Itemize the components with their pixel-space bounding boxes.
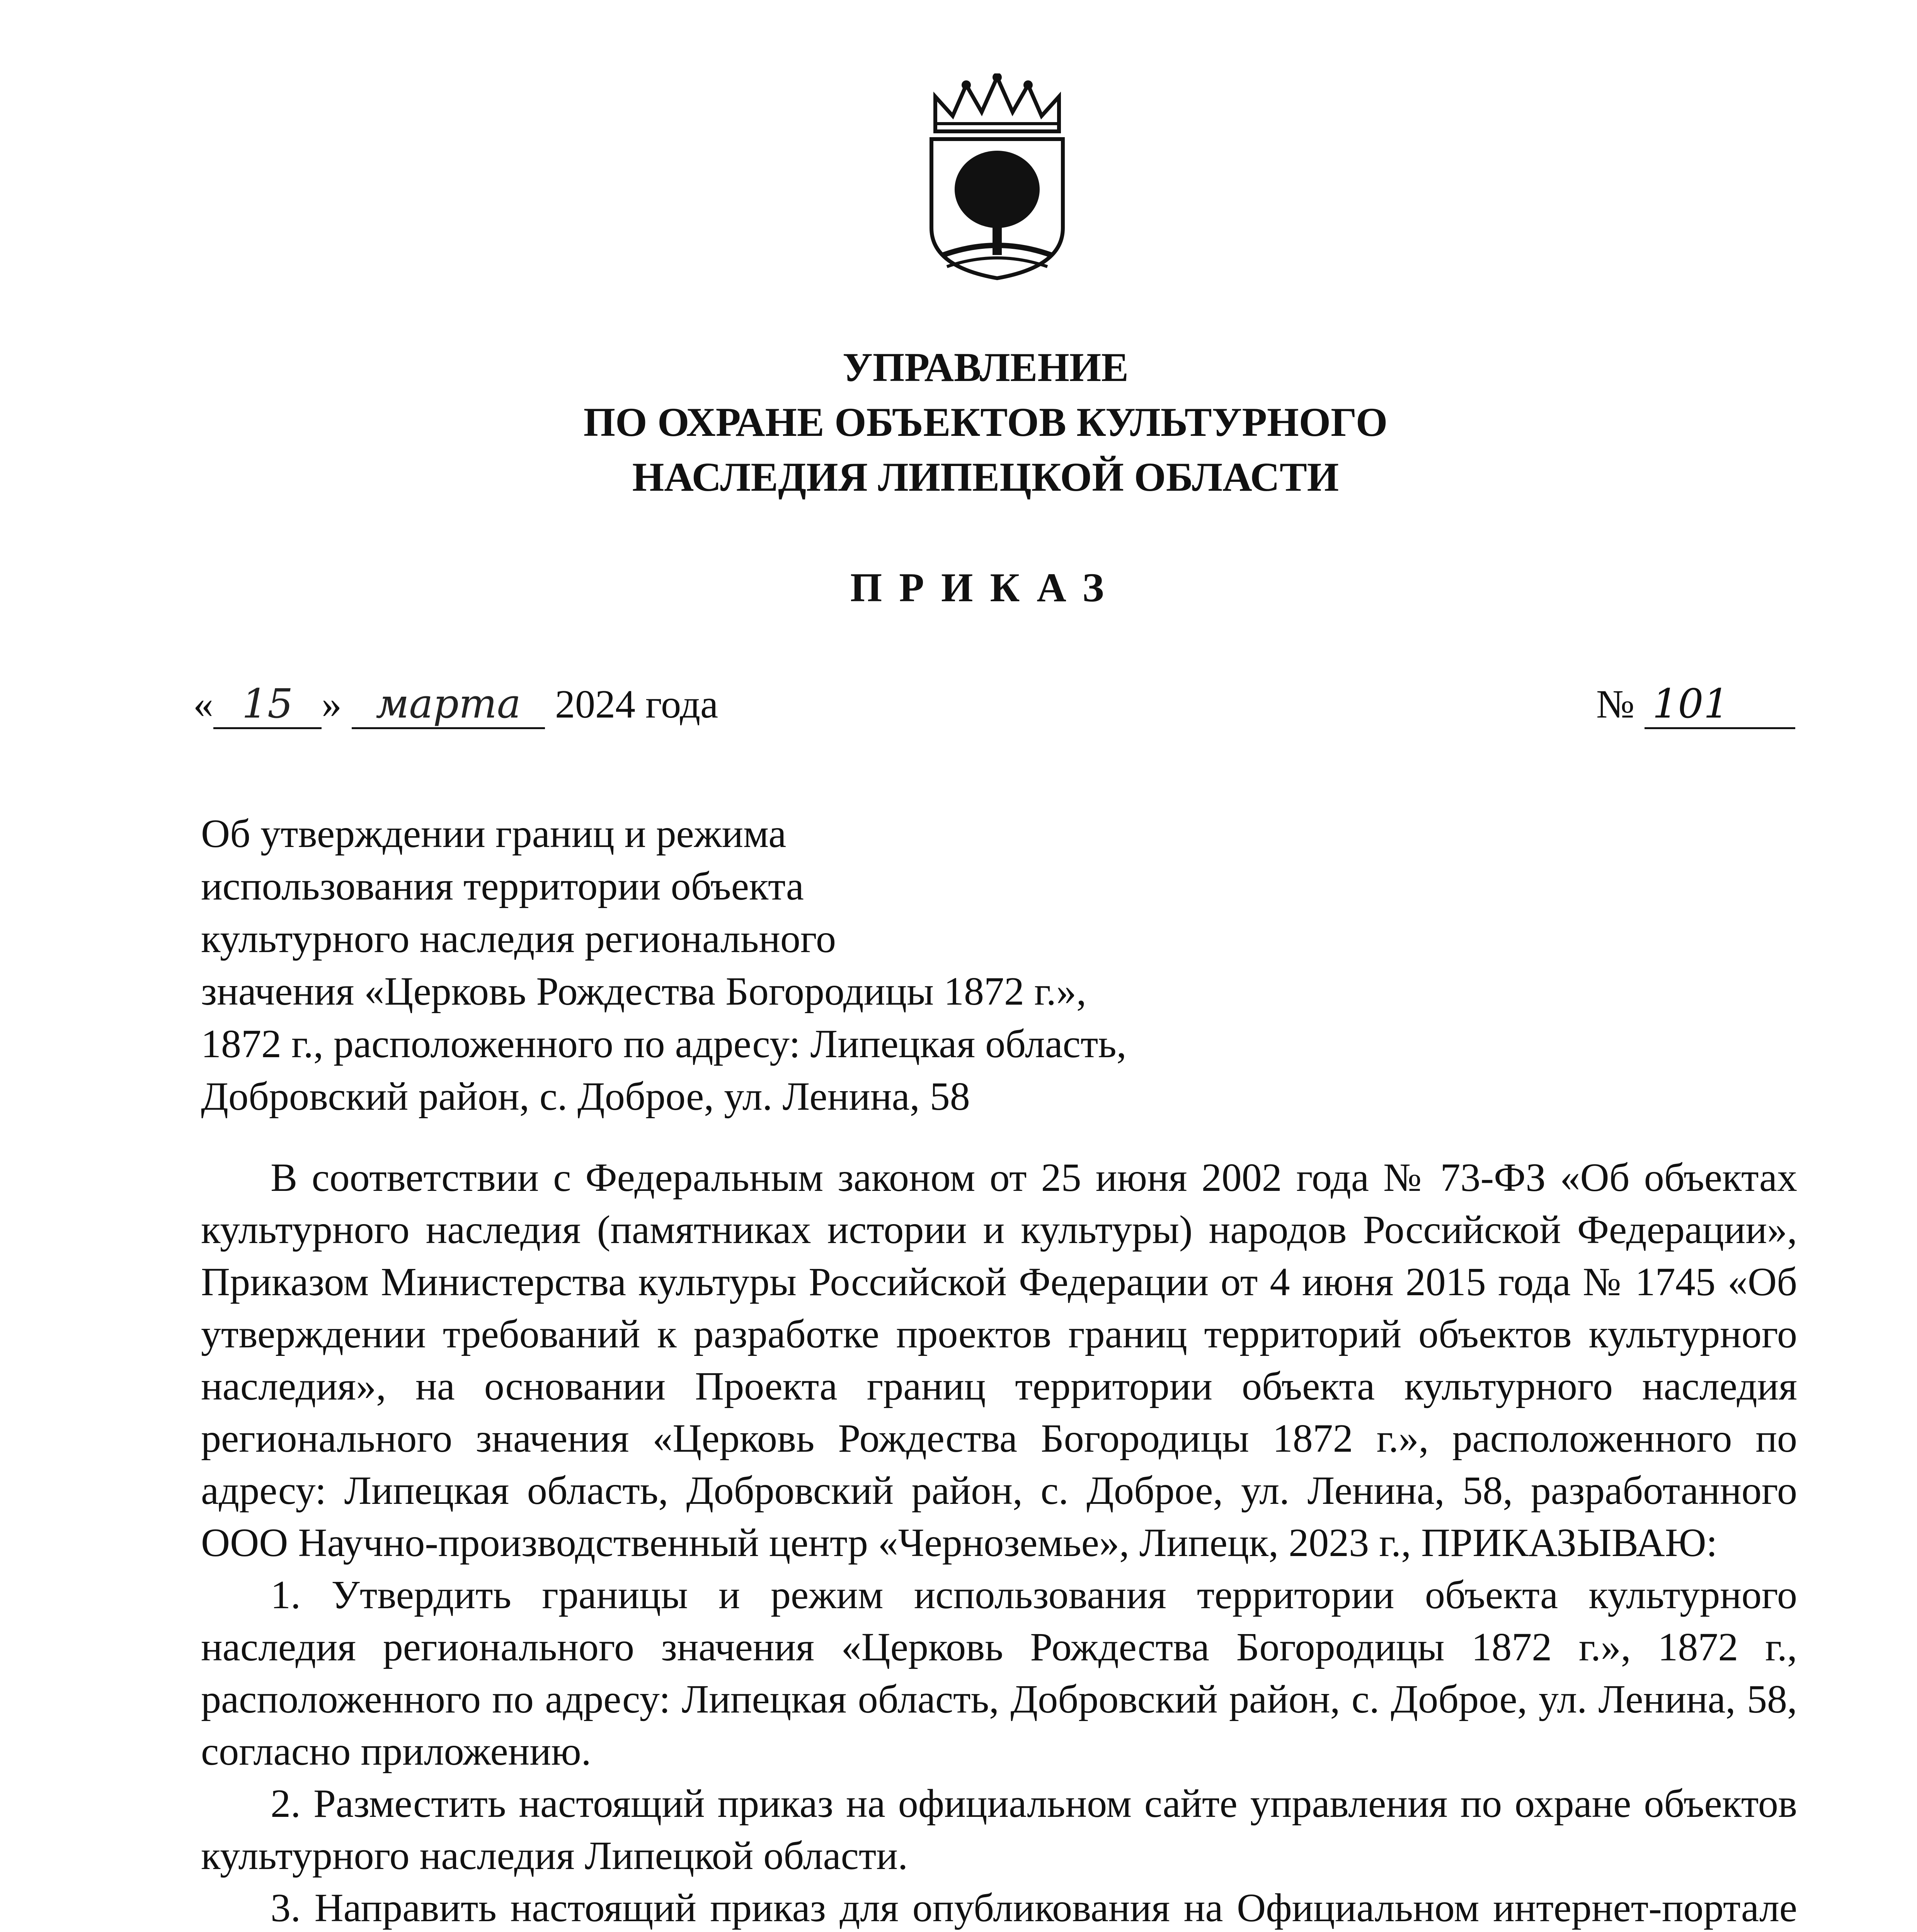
organization-header	[0, 340, 1917, 505]
subject-line: значения «Церковь Рождества Богородицы 1872 г.»,	[201, 969, 1086, 1014]
date-month: марта	[352, 680, 545, 729]
date-day: 15	[213, 680, 322, 729]
org-line-2: ПО ОХРАНЕ ОБЪЕКТОВ КУЛЬТУРНОГО	[583, 400, 1388, 445]
document-subject	[201, 808, 1127, 1123]
subject-line: использования территории объекта	[201, 864, 804, 908]
org-line-3: НАСЛЕДИЯ ЛИПЕЦКОЙ ОБЛАСТИ	[632, 454, 1339, 500]
subject-line: 1872 г., расположенного по адресу: Липецкая область,	[201, 1022, 1127, 1066]
document-body	[201, 1151, 1797, 1932]
number-value: 101	[1645, 680, 1795, 729]
subject-line: Об утверждении границ и режима	[201, 811, 787, 856]
date-year: 2024 года	[555, 682, 718, 726]
body-item-1: 1. Утвердить границы и режим использования территории объекта культурного наследия регионального значения «Церковь Рождества Богородицы 1872 г.», 1872 г., расположенного по адресу: Липецкая область, Добровский район, с. Доброе, ул. Ленина, 58, согласно приложению.	[201, 1573, 1797, 1774]
document-number	[1596, 680, 1795, 729]
subject-line: культурного наследия регионального	[201, 917, 836, 961]
body-item-3	[201, 1882, 1797, 1932]
date-close-quote: »	[322, 682, 342, 726]
date-open-quote: «	[193, 682, 213, 726]
body-preamble: В соответствии с Федеральным законом от 25 июня 2002 года № 73-ФЗ «Об объектах культурного наследия (памятниках истории и культуры) народов Российской Федерации», Приказом Министерства культуры Российской Федерации от 4 июня 2015 года № 1745 «Об утверждении требований к разработке проектов границ территорий объектов культурного наследия», на основании Проекта границ территории объекта культурного наследия регионального значения «Церковь Рождества Богородицы 1872 г.», расположенного по адресу: Липецкая область, Добровский район, с. Доброе, ул. Ленина, 58, разработанного ООО Научно-производственный центр «Черноземье», Липецк, 2023 г., ПРИКАЗЫВАЮ:	[201, 1155, 1797, 1565]
document-date	[193, 680, 718, 729]
coat-of-arms-icon	[920, 73, 1074, 282]
body-item-3-text: 3. Направить настоящий приказ для опубликования на Официальном интернет-портале	[271, 1886, 1797, 1930]
subject-line: Добровский район, с. Доброе, ул. Ленина, 58	[201, 1074, 970, 1119]
document-type-title: ПРИКАЗ	[850, 565, 1121, 610]
number-label: №	[1596, 682, 1635, 726]
body-item-2: 2. Разместить настоящий приказ на официальном сайте управления по охране объектов культурного наследия Липецкой области.	[201, 1781, 1797, 1878]
org-line-1: УПРАВЛЕНИЕ	[843, 345, 1129, 390]
